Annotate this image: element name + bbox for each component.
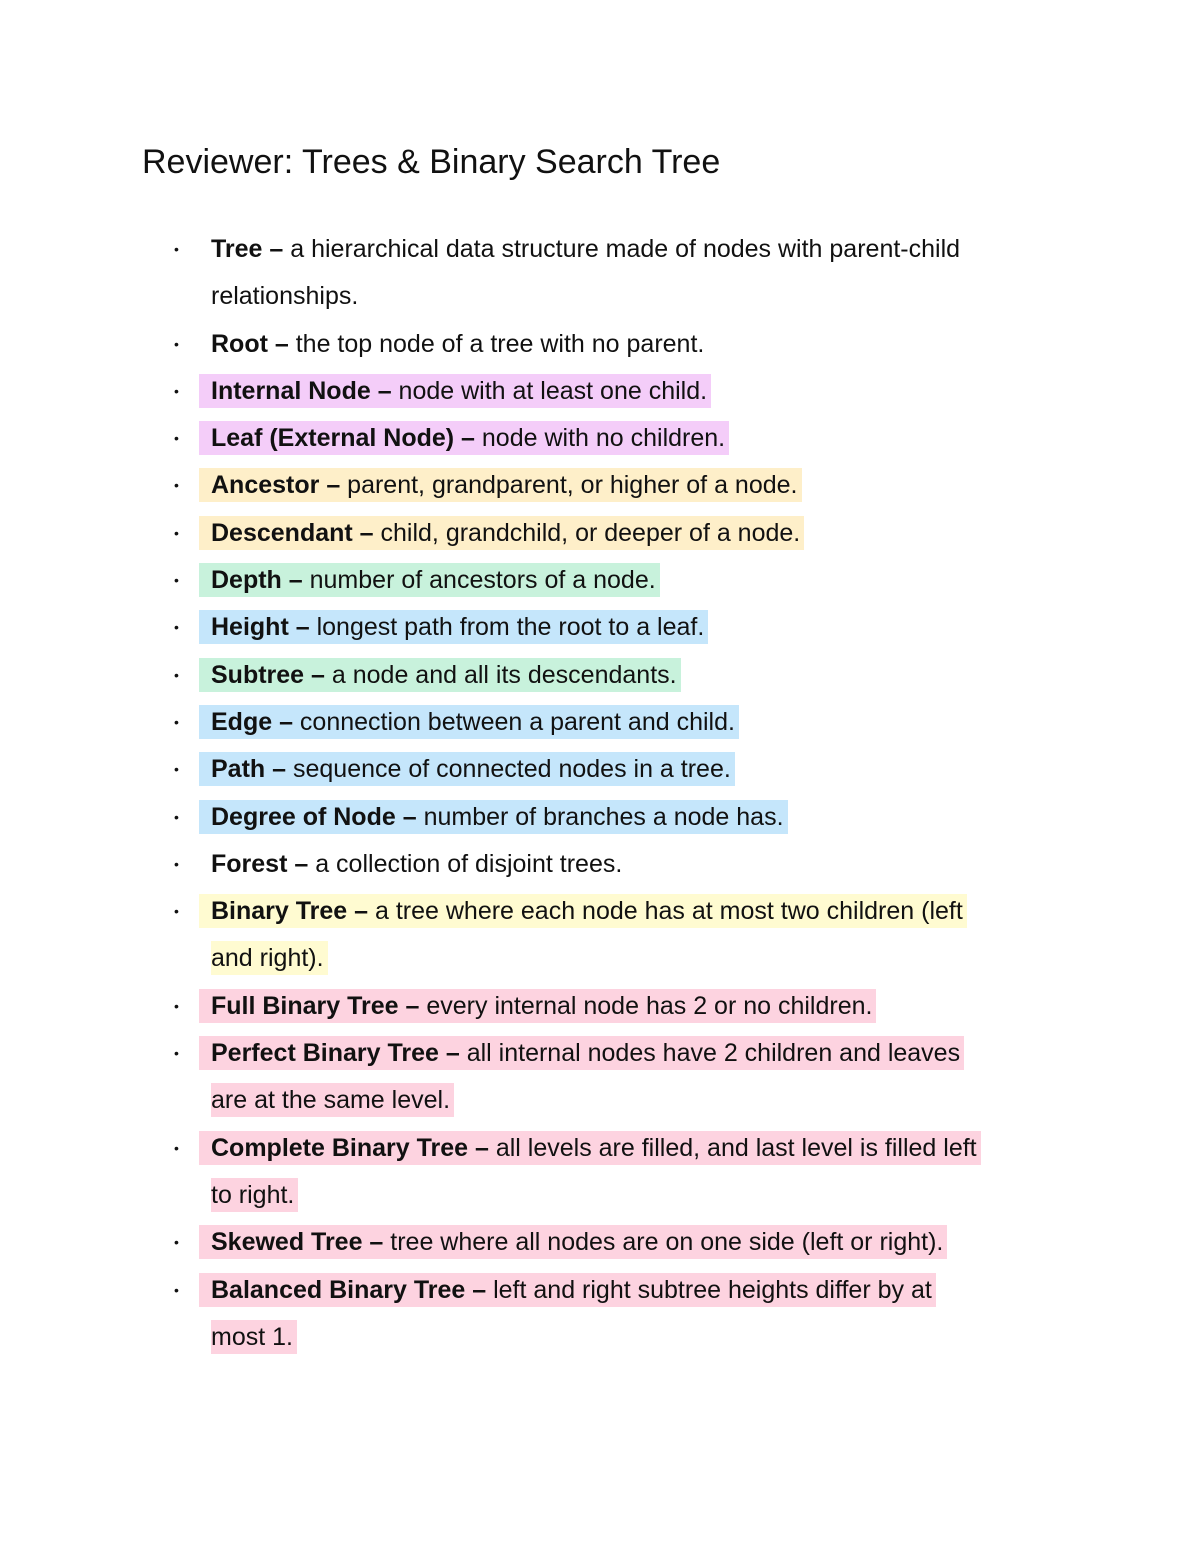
term-name: Subtree — [211, 660, 305, 689]
term-name: Forest — [211, 849, 288, 878]
term-line — [199, 421, 729, 455]
term-name: Depth — [211, 566, 282, 595]
bullet-icon: • — [174, 241, 179, 257]
term-line — [199, 800, 788, 834]
bullet-icon: • — [174, 430, 179, 447]
term-line — [199, 752, 735, 786]
term-separator: – — [465, 1275, 494, 1304]
term-separator: – — [438, 1039, 467, 1068]
term-item — [0, 794, 1061, 841]
bullet-icon: • — [174, 997, 179, 1014]
term-definition: longest path from the root to a leaf. — [316, 613, 705, 642]
term-name: Binary Tree — [211, 897, 348, 926]
term-name: Degree of Node — [211, 802, 396, 831]
term-separator: – — [370, 376, 399, 405]
term-name: Tree — [211, 235, 263, 263]
bullet-icon: • — [174, 1281, 179, 1298]
term-line — [199, 563, 660, 597]
term-item — [0, 321, 1061, 368]
term-item — [0, 604, 1061, 651]
term-item — [0, 368, 1061, 415]
term-line — [199, 894, 967, 928]
term-line — [211, 235, 960, 263]
bullet-icon: • — [174, 572, 179, 589]
term-line — [211, 330, 704, 358]
term-definition: every internal node has 2 or no children. — [426, 991, 873, 1020]
term-item — [0, 415, 1061, 462]
term-name: Edge — [211, 707, 273, 736]
term-separator: – — [304, 660, 332, 689]
term-definition: number of branches a node has. — [423, 802, 784, 831]
term-separator: – — [352, 518, 381, 547]
term-name: Height — [211, 613, 289, 642]
term-name: Internal Node — [211, 376, 371, 405]
term-line — [199, 1273, 936, 1307]
bullet-icon: • — [174, 524, 179, 541]
term-definition: number of ancestors of a node. — [309, 566, 656, 595]
bullet-icon: • — [174, 619, 179, 636]
bullet-icon: • — [174, 808, 179, 825]
term-line — [211, 850, 622, 878]
term-separator: – — [288, 613, 317, 642]
term-list — [0, 226, 1200, 1361]
bullet-icon: • — [174, 382, 179, 399]
term-line — [199, 658, 681, 692]
term-line — [199, 1225, 947, 1259]
bullet-icon: • — [174, 1139, 179, 1156]
term-name: Balanced Binary Tree — [211, 1275, 466, 1304]
term-item — [0, 841, 1061, 888]
term-name: Root — [211, 329, 268, 358]
bullet-icon: • — [174, 713, 179, 730]
bullet-icon: • — [174, 903, 179, 920]
bullet-icon: • — [174, 855, 179, 872]
term-definition-continued: and right). — [211, 941, 328, 975]
term-separator: – — [395, 802, 424, 831]
term-line — [199, 705, 739, 739]
term-name: Path — [211, 755, 266, 784]
term-name: Complete Binary Tree — [211, 1133, 469, 1162]
term-line — [199, 1131, 981, 1165]
term-definition-continued: are at the same level. — [211, 1083, 454, 1117]
term-definition: connection between a parent and child. — [299, 707, 735, 736]
term-definition: sequence of connected nodes in a tree. — [292, 755, 731, 784]
term-definition: the top node of a tree with no parent. — [295, 329, 705, 358]
term-definition: node with no children. — [481, 424, 726, 453]
term-separator: – — [281, 566, 310, 595]
term-name: Ancestor — [211, 471, 320, 500]
term-definition-continued: to right. — [211, 1178, 298, 1212]
term-definition: a collection of disjoint trees. — [315, 849, 623, 878]
bullet-icon: • — [174, 335, 179, 352]
term-name: Perfect Binary Tree — [211, 1039, 439, 1068]
term-definition-continued: most 1. — [211, 1320, 297, 1354]
term-definition: a tree where each node has at most two children (left — [374, 897, 963, 926]
bullet-icon: • — [174, 1234, 179, 1251]
term-item — [0, 652, 1061, 699]
term-item — [0, 888, 1061, 983]
term-definition: node with at least one child. — [398, 376, 708, 405]
bullet-icon: • — [174, 761, 179, 778]
bullet-icon: • — [174, 1045, 179, 1062]
term-line — [199, 610, 708, 644]
term-item — [0, 1030, 1061, 1125]
term-definition: left and right subtree heights differ by at — [493, 1275, 932, 1304]
term-line — [199, 374, 711, 408]
term-definition-continued: relationships. — [211, 282, 359, 311]
term-item — [0, 983, 1061, 1030]
term-definition: child, grandchild, or deeper of a node. — [380, 518, 801, 547]
term-separator: – — [362, 1228, 391, 1257]
bullet-icon: • — [174, 666, 179, 683]
term-definition: a hierarchical data structure made of nodes with parent-child — [290, 235, 961, 263]
term-item — [0, 699, 1061, 746]
bullet-icon: • — [174, 477, 179, 494]
term-item — [0, 1125, 1061, 1220]
term-definition: a node and all its descendants. — [331, 660, 677, 689]
term-line — [199, 516, 804, 550]
term-separator: – — [272, 707, 300, 736]
term-line — [199, 468, 802, 502]
term-separator: – — [265, 755, 293, 784]
term-item — [0, 1219, 1061, 1266]
term-definition: all levels are filled, and last level is filled left — [495, 1133, 977, 1162]
term-definition: parent, grandparent, or higher of a node. — [347, 471, 798, 500]
term-separator: – — [267, 329, 296, 358]
term-separator: – — [398, 991, 427, 1020]
term-line — [199, 989, 876, 1023]
term-separator: – — [347, 897, 375, 926]
term-separator: – — [468, 1133, 496, 1162]
term-separator: – — [287, 849, 316, 878]
term-line — [199, 1036, 964, 1070]
term-item — [0, 510, 1061, 557]
term-item — [0, 462, 1061, 509]
term-item — [0, 226, 1061, 321]
term-item — [0, 1267, 1061, 1362]
term-name: Skewed Tree — [211, 1228, 363, 1257]
term-separator: – — [319, 471, 348, 500]
term-separator: – — [262, 235, 291, 263]
term-separator: – — [454, 424, 482, 453]
document-title: Reviewer: Trees & Binary Search Tree — [142, 143, 721, 181]
term-name: Descendant — [211, 518, 353, 547]
term-definition: tree where all nodes are on one side (left or right). — [390, 1228, 944, 1257]
term-item — [0, 746, 1061, 793]
term-name: Leaf (External Node) — [211, 424, 455, 453]
term-name: Full Binary Tree — [211, 991, 399, 1020]
term-definition: all internal nodes have 2 children and leaves — [466, 1039, 961, 1068]
term-item — [0, 557, 1061, 604]
